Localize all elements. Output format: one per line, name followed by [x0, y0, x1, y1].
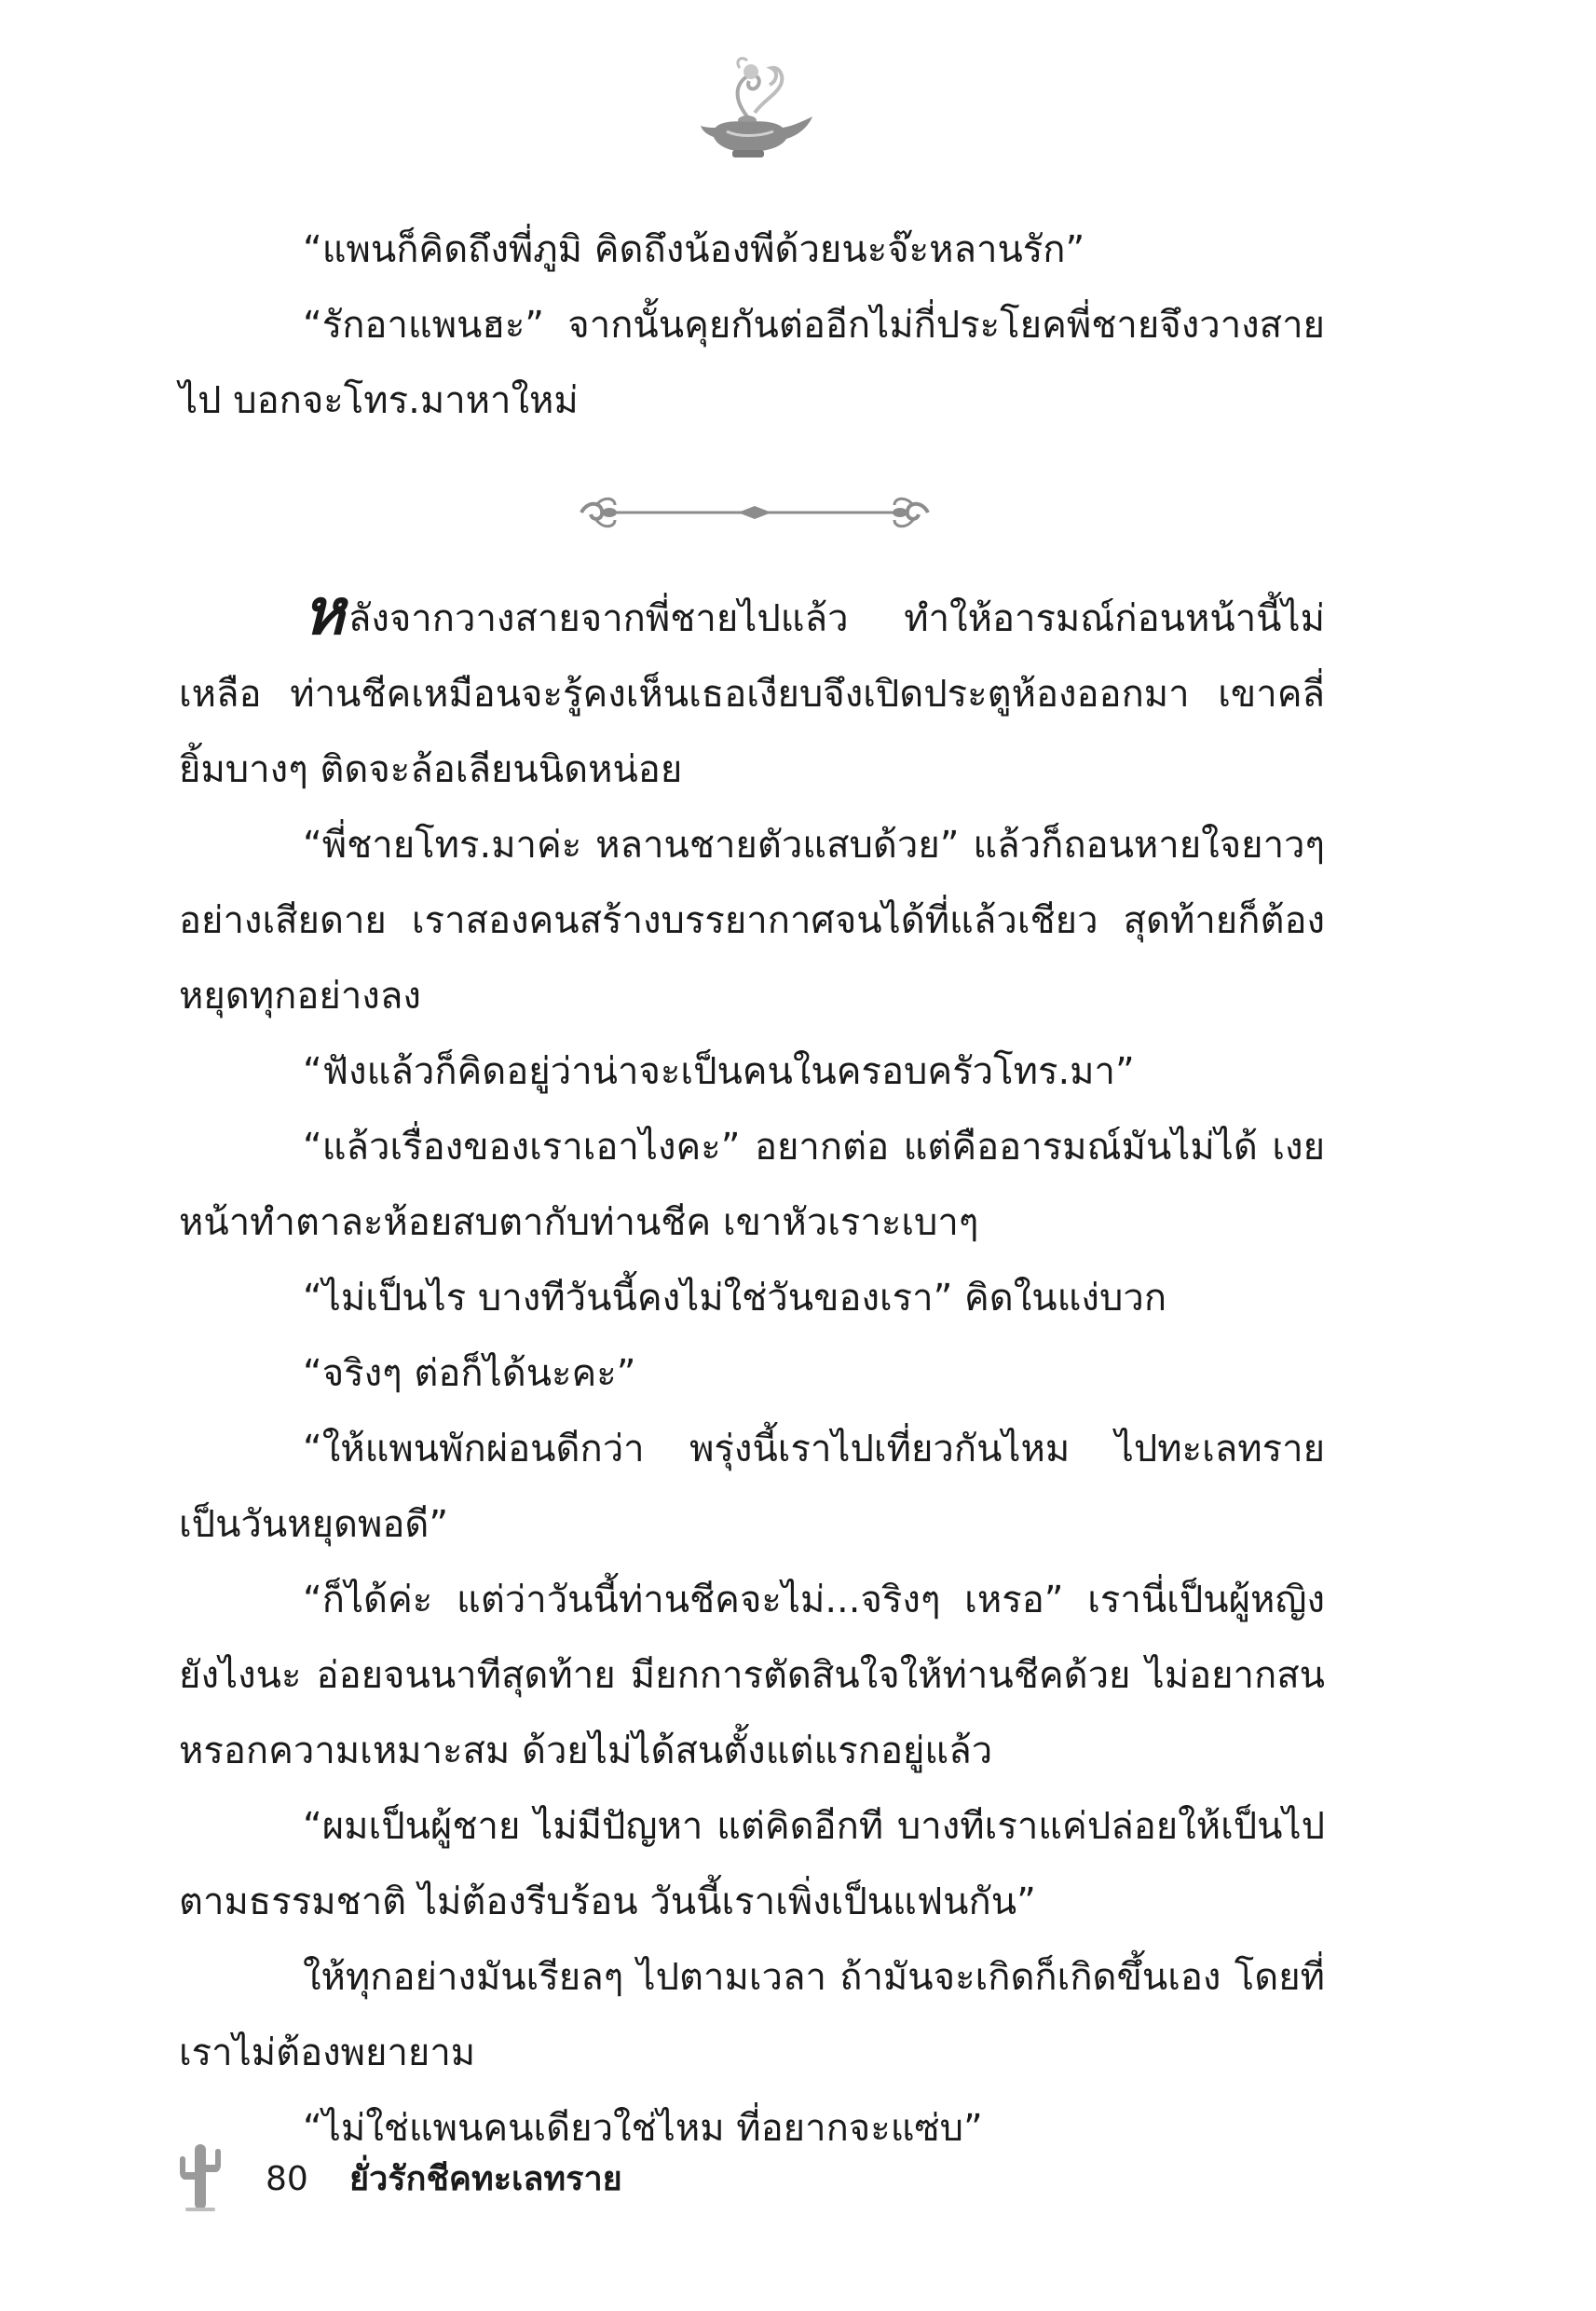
- paragraph: “ให้แพนพักผ่อนดีกว่า พรุ่งนี้เราไปเที่ยวกันไหม ไปทะเลทราย เป็นวันหยุดพอดี”: [179, 1428, 1325, 1546]
- paragraph: “ไม่เป็นไร บางทีวันนี้คงไม่ใช่วันของเรา” คิดในแง่บวก: [303, 1277, 1167, 1320]
- paragraph: “ฟังแล้วก็คิดอยู่ว่าน่าจะเป็นคนในครอบครัวโทร.มา”: [303, 1050, 1135, 1093]
- opening-paragraph: [179, 575, 1325, 808]
- paragraph: “แล้วเรื่องของเราเอาไงคะ” อยากต่อ แต่คืออารมณ์มันไม่ได้ เงยหน้าทำตาละห้อยสบตากับท่านชีค เขาหัวเราะเบาๆ: [179, 1126, 1325, 1244]
- paragraph: “ไม่ใช่แพนคนเดียวใช่ไหม ที่อยากจะแซ่บ”: [303, 2107, 983, 2150]
- section-1-text: [179, 212, 1325, 439]
- drop-cap: ห: [303, 575, 345, 650]
- cactus-icon: [172, 2139, 228, 2213]
- opening-paragraph-text: ลังจากวางสายจากพี่ชายไปแล้ว ทำให้อารมณ์ก่อนหน้านี้ไม่เหลือ ท่านชีคเหมือนจะรู้คงเห็นเธอเงียบจึงเปิดประตูห้องออกมา เขาคลี่ยิ้มบางๆ ติดจะล้อเลียนนิดหน่อย: [179, 597, 1325, 791]
- paragraph: “จริงๆ ต่อก็ได้นะคะ”: [303, 1352, 636, 1395]
- paragraph: “พี่ชายโทร.มาค่ะ หลานชายตัวแสบด้วย” แล้วก็ถอนหายใจยาวๆ อย่างเสียดาย เราสองคนสร้างบรรยากาศจนได้ที่แล้วเชียว สุดท้ายก็ต้องหยุดทุกอย่างลง: [179, 824, 1325, 1018]
- paragraph: “รักอาแพนฮะ” จากนั้นคุยกันต่ออีกไม่กี่ประโยคพี่ชายจึงวางสายไป บอกจะโทร.มาหาใหม่: [179, 304, 1325, 422]
- book-title: ยั่วรักชีคทะเลทราย: [349, 2160, 622, 2198]
- page-number: 80: [266, 2160, 308, 2198]
- genie-lamp-icon: [689, 51, 820, 163]
- paragraph: “ก็ได้ค่ะ แต่ว่าวันนี้ท่านชีคจะไม่...จริงๆ เหรอ” เรานี่เป็นผู้หญิงยังไงนะ อ่อยจนนาทีสุดท้าย มียกการตัดสินใจให้ท่านชีคด้วย ไม่อยากสนหรอกความเหมาะสม ด้วยไม่ได้สนตั้งแต่แรกอยู่แล้ว: [179, 1579, 1325, 1772]
- paragraph: ให้ทุกอย่างมันเรียลๆ ไปตามเวลา ถ้ามันจะเกิดก็เกิดขึ้นเอง โดยที่เราไม่ต้องพยายาม: [179, 1956, 1325, 2074]
- ornamental-divider: [578, 492, 932, 533]
- page-footer: [172, 2139, 918, 2213]
- paragraph: “แพนก็คิดถึงพี่ภูมิ คิดถึงน้องพีด้วยนะจ๊ะหลานรัก”: [303, 228, 1085, 271]
- paragraph: “ผมเป็นผู้ชาย ไม่มีปัญหา แต่คิดอีกที บางทีเราแค่ปล่อยให้เป็นไปตามธรรมชาติ ไม่ต้องรีบร้อน วันนี้เราเพิ่งเป็นแฟนกัน”: [179, 1805, 1325, 1923]
- section-2-text: [179, 575, 1325, 2167]
